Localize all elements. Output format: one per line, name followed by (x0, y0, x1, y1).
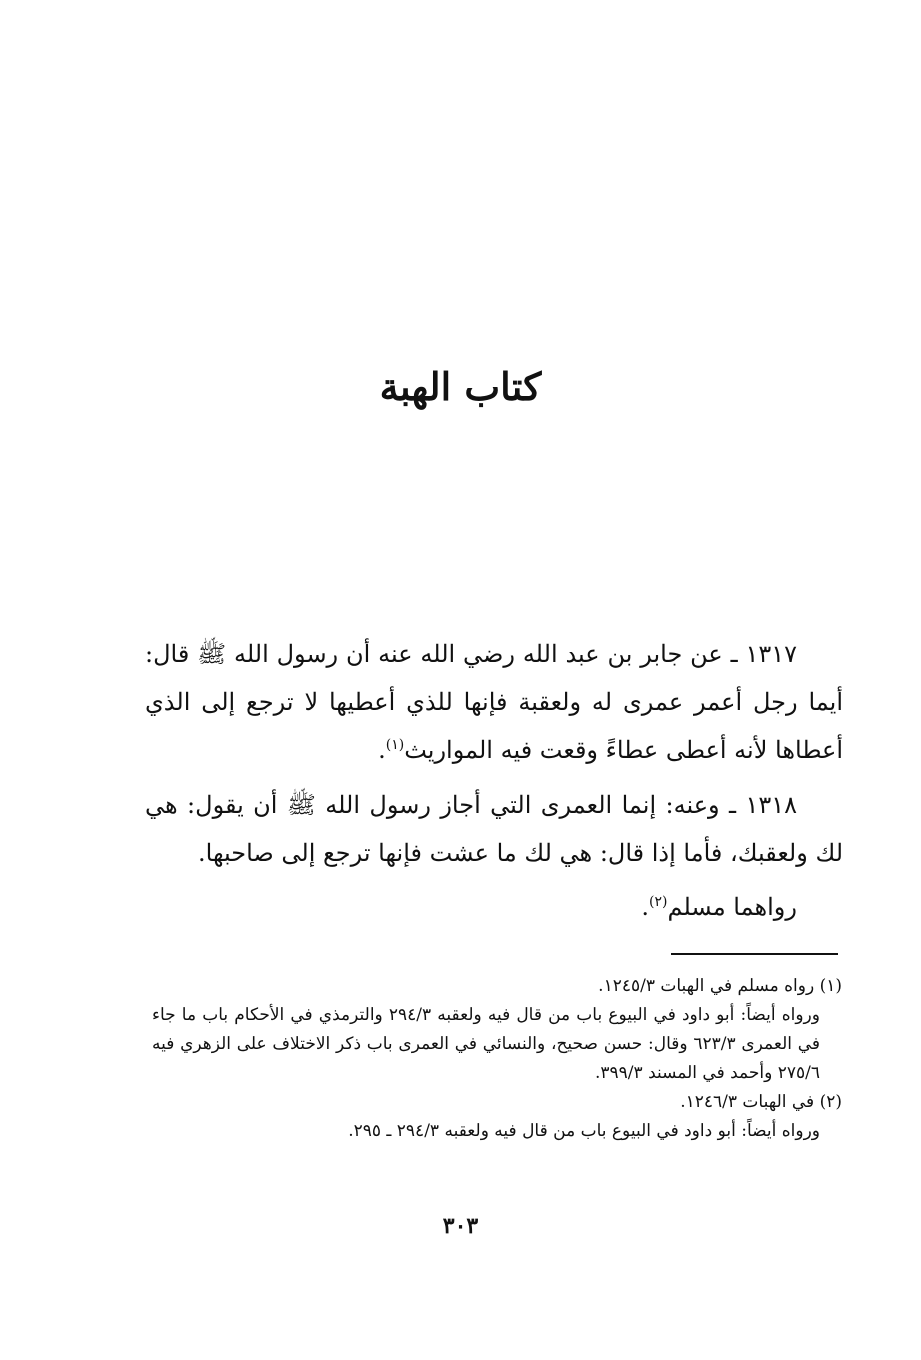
hadith-1318-text: ١٣١٨ ـ وعنه: إنما العمرى التي أجاز رسول الله ﷺ أن يقول: هي لك ولعقبك، فأما إذا قال: هي لك ما عشت فإنها ترجع إلى صاحبها. (145, 791, 843, 867)
footnote-ref-1: (١) (385, 737, 405, 753)
hadith-1317-text: ١٣١٧ ـ عن جابر بن عبد الله رضي الله عنه أن رسول الله ﷺ قال: أيما رجل أعمر عمرى له ولعقبة فإنها للذي أعطيها لا ترجع إلى الذي أعطاها لأنه أعطى عطاءً وقعت فيه المواريث (145, 640, 843, 764)
footnotes (152, 972, 842, 1146)
hadith-1317-end: . (378, 736, 386, 764)
narrators-line (145, 883, 843, 931)
hadith-1317 (145, 630, 843, 774)
narrators-end: . (641, 893, 650, 921)
footnote-separator (671, 953, 838, 955)
footnote-1-details: ورواه أيضاً: أبو داود في البيوع باب من قال فيه ولعقبه ٢٩٤/٣ والترمذي في الأحكام باب ما جاء في العمرى ٦٢٣/٣ وقال: حسن صحيح، والنسائي في العمرى باب ذكر الاختلاف على الزهري فيه ٢٧٥/٦ وأحمد في المسند ٣٩٩/٣. (152, 1005, 820, 1083)
page-number: ٣٠٣ (442, 1213, 479, 1239)
footnote-ref-2: (٢) (649, 894, 668, 910)
footnote-1-source: (١) رواه مسلم في الهبات ١٢٤٥/٣. (598, 976, 842, 996)
footnote-2-details: ورواه أيضاً: أبو داود في البيوع باب من قال فيه ولعقبه ٢٩٤/٣ ـ ٢٩٥. (348, 1121, 820, 1141)
hadith-1318 (145, 781, 843, 877)
chapter-title: كتاب الهبة (379, 364, 542, 409)
footnote-2-source: (٢) في الهبات ١٢٤٦/٣. (680, 1092, 842, 1112)
narrators-text: رواهما مسلم (667, 893, 797, 921)
hadith-text-block (145, 630, 843, 931)
